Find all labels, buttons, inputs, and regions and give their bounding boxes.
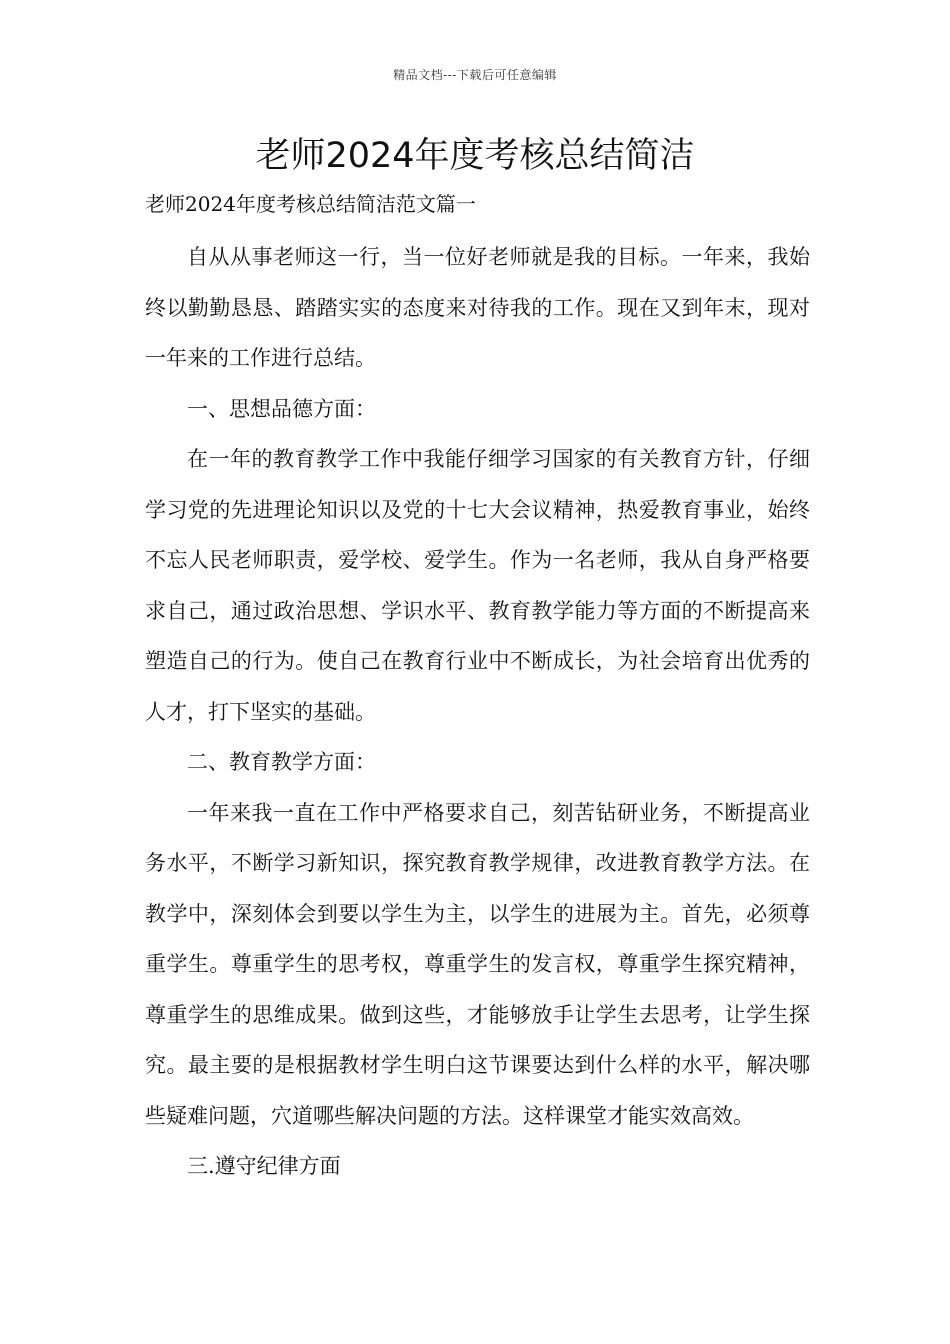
section-heading-discipline: 三.遵守纪律方面 (187, 1154, 341, 1178)
page-header-watermark: 精品文档---下载后可任意编辑 (393, 68, 557, 82)
intro-paragraph: 自从从事老师这一行，当一位好老师就是我的目标。一年来，我始终以勤勤恳恳、踏踏实实的态度来对待我的工作。现在又到年末，现对一年来的工作进行总结。 (145, 245, 810, 370)
section-heading-teaching: 二、教育教学方面： (187, 750, 376, 774)
section-body-teaching: 一年来我一直在工作中严格要求自己，刻苦钻研业务，不断提高业务水平，不断学习新知识，探究教育教学规律，改进教育教学方法。在教学中，深刻体会到要以学生为主，以学生的进展为主。首先，必须尊重学生。尊重学生的思考权，尊重学生的发言权，尊重学生探究精神，尊重学生的思维成果。做到这些，才能够放手让学生去思考，让学生探究。最主要的是根据教材学生明白这节课要达到什么样的水平，解决哪些疑难问题，穴道哪些解决问题的方法。这样课堂才能实效高效。 (145, 800, 810, 1128)
document-subtitle: 老师2024年度考核总结简洁范文篇一 (145, 192, 476, 216)
section-heading-ideology: 一、思想品德方面： (187, 396, 376, 421)
section-body-ideology: 在一年的教育教学工作中我能仔细学习国家的有关教育方针，仔细学习党的先进理论知识以及党的十七大会议精神，热爱教育事业，始终不忘人民老师职责，爱学校、爱学生。作为一名老师，我从自身严格要求自己，通过政治思想、学识水平、教育教学能力等方面的不断提高来塑造自己的行为。使自己在教育行业中不断成长，为社会培育出优秀的人才，打下坚实的基础。 (145, 447, 810, 724)
document-title: 老师2024年度考核总结简洁 (255, 136, 695, 176)
document-body (145, 232, 810, 1192)
